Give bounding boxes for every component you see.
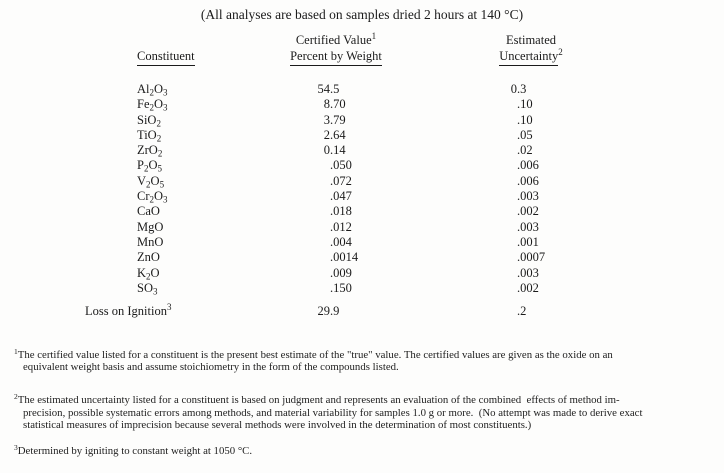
uncertainty-cell-frac: .05 — [517, 127, 533, 142]
footnote — [14, 349, 720, 373]
column-header-estimated-uncertainty — [441, 33, 621, 66]
footnote-line: statistical measures of imprecision because several methods were involved in the determination of most constituents.) — [23, 418, 532, 431]
uncertainty-cell-frac: .003 — [517, 219, 539, 234]
certified-value-cell-frac: .150 — [330, 280, 352, 295]
constituent-formula: $Fe_2O_3$ — [137, 97, 168, 113]
footnote-line: equivalent weight basis and assume stoichiometry in the form of the compounds listed. — [23, 361, 399, 374]
certified-value-cell-frac: .14 — [330, 143, 346, 158]
footnotes — [14, 349, 720, 457]
table-row — [0, 189, 724, 204]
footnote — [14, 445, 720, 457]
loss-value-int: 29 — [317, 304, 330, 318]
constituent-formula: $K_2O$ — [137, 265, 160, 282]
certified-value-cell-frac: .050 — [330, 158, 352, 173]
uncertainty-cell-frac: .3 — [517, 82, 527, 96]
footnote-marker: 1 — [14, 347, 18, 356]
uncertainty-footnote-ref: 2 — [558, 46, 563, 57]
loss-footnote-ref: 3 — [166, 302, 172, 312]
loss-on-ignition-row — [0, 304, 724, 320]
constituent-formula: ZnO — [137, 250, 160, 265]
column-header-estimated-line1: Estimated — [506, 33, 556, 47]
uncertainty-cell-frac: .002 — [517, 280, 539, 295]
constituent-formula: MgO — [137, 219, 164, 234]
certified-value-cell-frac: .004 — [330, 234, 352, 249]
constituent-formula: $SO_3$ — [137, 280, 158, 297]
footnote-line: $^3$Determined by igniting to constant weight at 1050 °C. — [14, 443, 253, 458]
uncertainty-cell-frac: .0007 — [517, 250, 546, 265]
uncertainty-cell: 0 — [510, 82, 517, 96]
footnote-line: $^1$The certified value listed for a constituent is the present best estimate of the "true" value. The certified values are given as the oxide on an — [14, 347, 613, 361]
table-row — [0, 250, 724, 265]
uncertainty-cell-frac: .006 — [517, 158, 539, 173]
table-row — [0, 281, 724, 296]
footnote-marker: 2 — [14, 392, 18, 402]
page-title: (All analyses are based on samples dried 2 hours at 140 °C) — [200, 7, 524, 22]
table-row — [0, 174, 724, 189]
uncertainty-cell-frac: .006 — [517, 173, 539, 188]
uncertainty-cell-frac: .003 — [517, 265, 539, 280]
table-row — [0, 204, 724, 219]
footnote-line: precision, possible systematic errors among methods, and material variability for samples 1.0 g or more. (No attempt was made to derive exact — [23, 406, 643, 419]
table-row — [0, 113, 724, 128]
loss-uncertainty-frac: .2 — [517, 304, 527, 318]
table-row — [0, 220, 724, 235]
certified-value-cell-frac: .047 — [330, 189, 352, 204]
certified-value-cell-frac: .009 — [330, 265, 352, 280]
constituent-formula: MnO — [137, 234, 164, 249]
table-row — [0, 158, 724, 173]
table-row — [0, 266, 724, 281]
constituent-formula: $Al_2O_3$ — [137, 82, 168, 98]
certified-value-cell: 0 — [323, 143, 330, 158]
table-row — [0, 128, 724, 143]
certified-value-cell-frac: .0014 — [330, 250, 359, 265]
uncertainty-cell-frac: .02 — [517, 143, 533, 158]
table-row — [0, 82, 724, 97]
certified-value-cell-frac: .70 — [330, 97, 346, 112]
constituent-formula: $Cr_2O_3$ — [137, 189, 168, 205]
certified-value-cell-frac: .072 — [330, 173, 352, 188]
certified-value-cell: 2 — [323, 127, 330, 142]
footnote — [14, 394, 720, 431]
certified-value-cell-frac: .012 — [330, 219, 352, 234]
certified-value-cell-frac: .64 — [330, 127, 346, 142]
certified-value-cell: 8 — [323, 97, 330, 112]
footnote-marker: 3 — [14, 443, 18, 453]
constituent-formula: $P_2O_5$ — [137, 158, 162, 174]
certified-value-cell: 54 — [317, 82, 330, 96]
constituent-formula: ZrO$_2$ — [137, 143, 163, 159]
table-row — [0, 143, 724, 158]
column-header-estimated-line2: Uncertainty$^2$ — [441, 49, 621, 66]
column-header-certified-line2: Percent by Weight — [241, 49, 431, 66]
column-header-certified-line1: Certified Value$^1$ — [295, 31, 377, 47]
column-header-certified-value — [241, 33, 431, 66]
constituent-formula: SiO$_2$ — [137, 112, 161, 129]
constituent-formula: TiO$_2$ — [137, 127, 162, 144]
certified-value-footnote-ref: 1 — [371, 31, 377, 41]
constituent-rows — [0, 82, 724, 296]
uncertainty-cell-frac: .002 — [517, 204, 539, 219]
column-header-constituent — [137, 49, 195, 66]
loss-value-frac: .9 — [330, 304, 340, 318]
table-row — [0, 235, 724, 250]
certified-value-cell-frac: .018 — [330, 204, 352, 219]
table-row — [0, 97, 724, 112]
loss-on-ignition-label: Loss on Ignition$^3$ — [85, 302, 172, 318]
uncertainty-cell-frac: .001 — [517, 234, 539, 249]
constituent-formula: $V_2O_5$ — [137, 173, 165, 190]
certified-value-cell-frac: .79 — [330, 112, 346, 127]
uncertainty-cell-frac: .003 — [517, 189, 539, 204]
uncertainty-cell-frac: .10 — [517, 97, 533, 112]
constituent-formula: CaO — [137, 204, 160, 219]
column-header-constituent-label: Constituent — [137, 49, 195, 66]
footnote-line: $^2$The estimated uncertainty listed for a constituent is based on judgment and represents an evaluation of the combined effects of method im- — [14, 392, 620, 407]
certified-value-cell-frac: .5 — [330, 82, 340, 96]
uncertainty-cell-frac: .10 — [517, 112, 533, 127]
certified-value-cell: 3 — [323, 112, 330, 127]
